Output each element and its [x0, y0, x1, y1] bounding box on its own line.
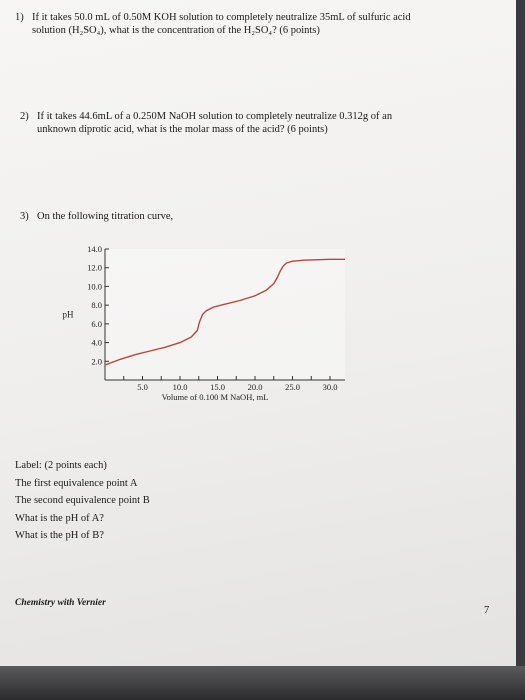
question-1-line-1: If it takes 50.0 mL of 0.50M KOH solution to completely neutralize 35mL of sulfuric acid [32, 12, 411, 23]
question-2-line-2: unknown diprotic acid, what is the molar mass of the acid? (6 points) [37, 124, 328, 135]
x-tick-label: 30.0 [322, 382, 338, 392]
x-tick-label: 20.0 [247, 382, 263, 392]
y-tick-label: 12.0 [87, 262, 102, 273]
labels-section [15, 457, 150, 545]
label-item-b: The second equivalence point B [15, 495, 150, 506]
plot-area [105, 249, 345, 380]
labels-heading: Label: (2 points each) [15, 460, 107, 471]
y-tick-label: 4.0 [91, 337, 102, 348]
question-1-number: 1) [15, 12, 24, 23]
y-tick-label: 14.0 [87, 244, 102, 254]
footer-book-title: Chemistry with Vernier [15, 598, 106, 608]
x-axis-label: Volume of 0.100 M NaOH, mL [161, 392, 269, 401]
y-tick-label: 8.0 [91, 300, 102, 311]
label-item-a: The first equivalence point A [15, 477, 138, 489]
x-tick-label: 10.0 [172, 382, 188, 392]
question-3-line-1: On the following titration curve, [37, 211, 174, 222]
label-question-ph-b: What is the pH of B? [15, 530, 104, 541]
x-tick-label: 5.0 [137, 382, 148, 392]
question-3-number: 3) [20, 211, 29, 222]
titration-curve-chart [40, 243, 370, 401]
label-question-ph-a: What is the pH of A? [15, 512, 104, 524]
y-tick-label: 10.0 [87, 281, 102, 292]
y-axis-label: pH [62, 309, 74, 320]
y-tick-label: 2.0 [91, 356, 102, 367]
question-1-line-2: solution (H₂SO₄), what is the concentration of the H₂SO₄? (6 points) [32, 25, 320, 36]
question-2-number: 2) [20, 111, 29, 122]
question-2-line-1: If it takes 44.6mL of a 0.250M NaOH solution to completely neutralize 0.312g of an [37, 111, 393, 122]
page-number: 7 [484, 605, 490, 616]
y-tick-label: 6.0 [91, 318, 102, 329]
titration-curve-svg [40, 243, 370, 401]
background-surface [0, 666, 525, 700]
x-tick-label: 15.0 [210, 382, 225, 392]
x-tick-label: 25.0 [285, 382, 300, 392]
